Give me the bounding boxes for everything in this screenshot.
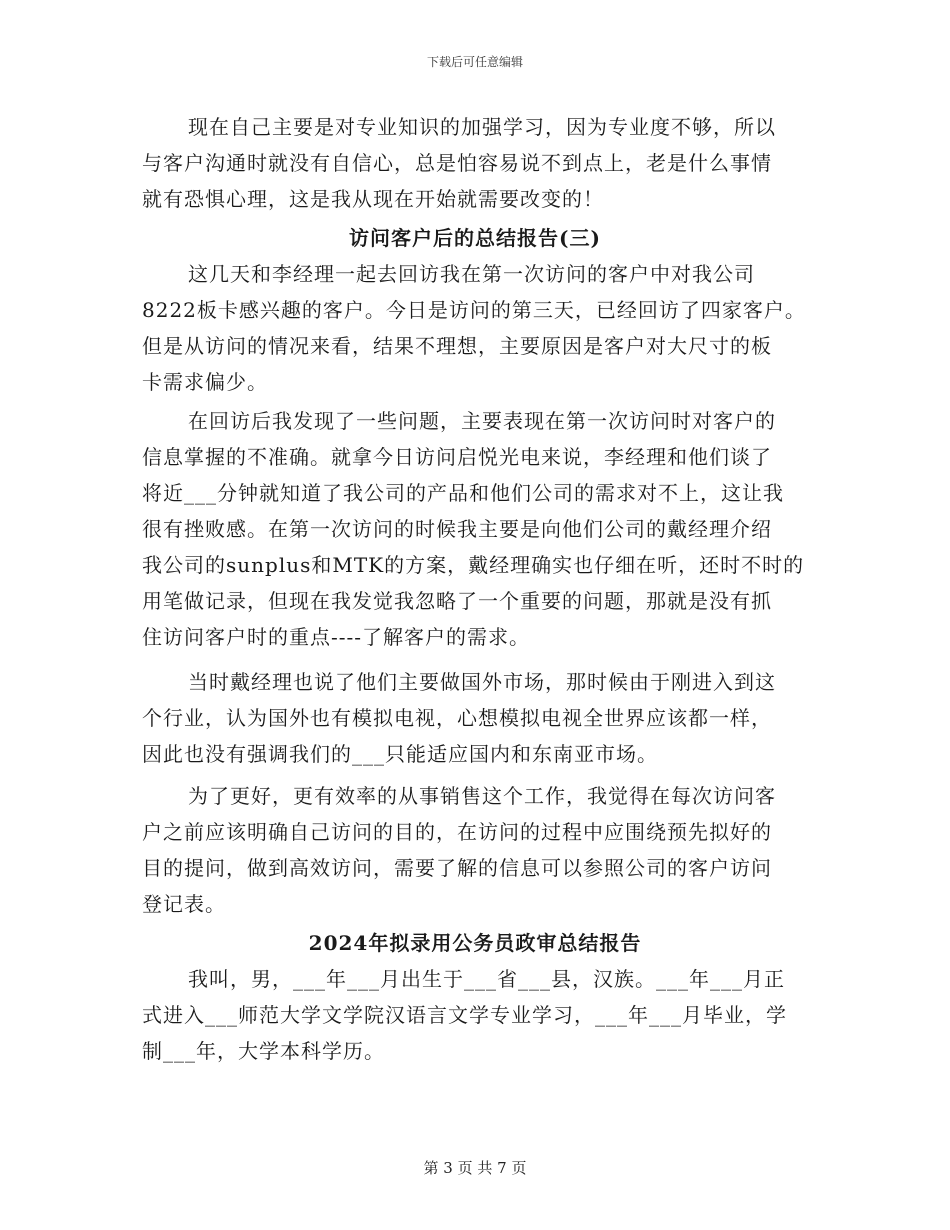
paragraph-line: 为了更好，更有效率的从事销售这个工作，我觉得在每次访问客 — [188, 784, 776, 808]
paragraph-line: 与客户沟通时就没有自信心，总是怕容易说不到点上，老是什么事情 — [142, 151, 772, 175]
section-title: 访问客户后的总结报告(三) — [349, 226, 601, 250]
paragraph-line: 信息掌握的不准确。就拿今日访问启悦光电来说，李经理和他们谈了 — [142, 445, 772, 469]
paragraph-line: 用笔做记录，但现在我发觉我忽略了一个重要的问题，那就是没有抓 — [142, 589, 772, 613]
paragraph-line: 卡需求偏少。 — [142, 370, 268, 394]
paragraph-line: 个行业，认为国外也有模拟电视，心想模拟电视全世界应该都一样， — [142, 706, 772, 730]
paragraph-line: 制___年，大学本科学历。 — [142, 1039, 385, 1063]
paragraph-line: 登记表。 — [142, 892, 226, 916]
paragraph-line: 就有恐惧心理，这是我从现在开始就需要改变的！ — [142, 187, 604, 211]
paragraph-line: 很有挫败感。在第一次访问的时候我主要是向他们公司的戴经理介绍 — [142, 517, 772, 541]
paragraph-line: 当时戴经理也说了他们主要做国外市场，那时候由于刚进入到这 — [188, 670, 776, 694]
paragraph-line: 住访问客户时的重点----了解客户的需求。 — [142, 625, 531, 649]
paragraph-line: 我叫，男，___年___月出生于___省___县，汉族。___年___月正 — [188, 967, 785, 991]
paragraph-line: 户之前应该明确自己访问的目的，在访问的过程中应围绕预先拟好的 — [142, 820, 772, 844]
section-title: 2024年拟录用公务员政审总结报告 — [308, 931, 642, 955]
paragraph-line: 将近___分钟就知道了我公司的产品和他们公司的需求对不上，这让我 — [142, 481, 784, 505]
page-number: 第 3 页 共 7 页 — [423, 1159, 527, 1177]
paragraph-line: 这几天和李经理一起去回访我在第一次访问的客户中对我公司 — [188, 262, 755, 286]
paragraph-line: 式进入___师范大学文学院汉语言文学专业学习，___年___月毕业，学 — [142, 1003, 787, 1027]
paragraph-line: 8222板卡感兴趣的客户。今日是访问的第三天，已经回访了四家客户。 — [142, 298, 806, 322]
page-header-note: 下载后可任意编辑 — [426, 55, 523, 69]
paragraph-line: 因此也没有强调我们的___只能适应国内和东南亚市场。 — [142, 742, 658, 766]
paragraph-line: 但是从访问的情况来看，结果不理想，主要原因是客户对大尺寸的板 — [142, 334, 772, 358]
paragraph-line: 在回访后我发现了一些问题，主要表现在第一次访问时对客户的 — [188, 409, 776, 433]
paragraph-line: 我公司的sunplus和MTK的方案，戴经理确实也仔细在听，还时不时的 — [142, 553, 805, 577]
paragraph-line: 现在自己主要是对专业知识的加强学习，因为专业度不够，所以 — [188, 115, 776, 139]
paragraph-line: 目的提问，做到高效访问，需要了解的信息可以参照公司的客户访问 — [142, 856, 772, 880]
